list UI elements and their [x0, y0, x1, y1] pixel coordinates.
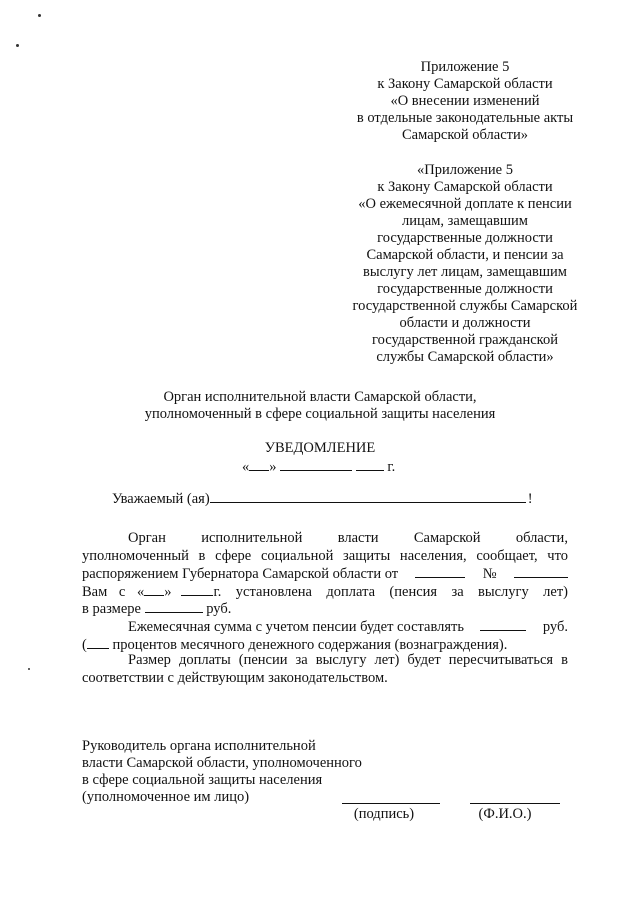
appendix-line: государственной гражданской: [372, 332, 558, 348]
appendix-line: «О внесении изменений: [390, 93, 540, 109]
start-month-blank: [181, 583, 213, 596]
scan-speck: [28, 668, 30, 670]
body-line: [82, 583, 568, 601]
body-line: [82, 530, 568, 548]
body-line: [82, 600, 568, 618]
greeting-label: Уважаемый (ая): [112, 491, 210, 507]
appendix-line: государственные должности: [377, 230, 553, 246]
name-label: (Ф.И.О.): [478, 806, 532, 822]
recipient-blank: [210, 490, 526, 503]
close-quote: »: [269, 459, 277, 475]
appendix-line: Самарской области, и пенсии за: [366, 247, 564, 263]
notice-title: УВЕДОМЛЕНИЕ: [264, 440, 376, 456]
signature-line: [342, 803, 440, 804]
total-amount-blank: [480, 618, 526, 631]
appendix-header-nested: [320, 162, 610, 366]
body-line: Размер доплаты (пенсии за выслугу лет) будет пересчитываться в: [128, 652, 568, 668]
body-word: Самарской: [413, 530, 481, 546]
authority-heading: [60, 389, 580, 423]
body-word: исполнительной: [201, 530, 303, 546]
appendix-line: к Закону Самарской области: [377, 76, 553, 92]
open-quote: «: [242, 459, 250, 475]
greeting-end: !: [527, 491, 533, 507]
appendix-line: Приложение 5: [420, 59, 510, 75]
body-word: власти: [337, 530, 379, 546]
signer-line: (уполномоченное им лицо): [82, 789, 250, 805]
scan-speck: [16, 44, 19, 47]
day-blank: [249, 458, 269, 471]
authority-line: Орган исполнительной власти Самарской области,: [163, 389, 477, 405]
signature-label: (подпись): [353, 806, 415, 822]
order-number-blank: [514, 565, 568, 578]
start-day-blank: [144, 583, 164, 596]
body-text: распоряжением Губернатора Самарской области от: [82, 566, 399, 582]
appendix-line: выслугу лет лицам, замещавшим: [363, 264, 567, 280]
appendix-line: Самарской области»: [402, 127, 528, 143]
body-text: Вам с «: [82, 583, 145, 600]
appendix-line: государственные должности: [377, 281, 553, 297]
appendix-line: государственной службы Самарской: [352, 298, 578, 314]
body-text: г. установлена доплата (пенсия за выслугу лет): [213, 583, 568, 600]
scan-speck: [38, 14, 41, 17]
body-paragraph-1: [82, 530, 568, 618]
year-suffix: г.: [387, 459, 396, 475]
body-text: процентов месячного денежного содержания (вознаграждения).: [112, 636, 508, 653]
appendix-line: в отдельные законодательные акты: [356, 110, 574, 126]
signer-line: в сфере социальной защиты населения: [82, 772, 323, 788]
authority-line: уполномоченный в сфере социальной защиты населения: [144, 406, 496, 422]
body-word: области,: [515, 530, 568, 546]
body-text: »: [164, 583, 172, 600]
body-text: руб.: [206, 601, 232, 617]
appendix-line: службы Самарской области»: [376, 349, 554, 365]
signature-block: [82, 738, 362, 806]
body-line: [82, 565, 568, 583]
name-line: [470, 803, 560, 804]
amount-blank: [145, 600, 203, 613]
number-sign: №: [482, 566, 497, 582]
order-date-blank: [415, 565, 465, 578]
greeting: [112, 490, 533, 508]
body-text: Ежемесячная сумма с учетом пенсии будет составлять: [128, 619, 464, 635]
body-text: руб.: [542, 619, 568, 635]
signer-line: Руководитель органа исполнительной: [82, 738, 316, 754]
appendix-line: лицам, замещавшим: [402, 213, 528, 229]
year-blank: [356, 458, 384, 471]
appendix-line: области и должности: [399, 315, 531, 331]
appendix-line: «О ежемесячной доплате к пенсии: [358, 196, 572, 212]
body-paragraph-3: [82, 652, 568, 687]
appendix-header: [320, 59, 610, 144]
body-line: [82, 618, 568, 636]
body-line: [82, 636, 568, 654]
month-blank: [280, 458, 352, 471]
body-text: в размере: [82, 601, 141, 617]
body-paragraph-2: [82, 618, 568, 653]
body-text: (: [82, 636, 87, 653]
appendix-line: «Приложение 5: [417, 162, 513, 178]
signer-line: власти Самарской области, уполномоченного: [82, 755, 362, 771]
body-word: Орган: [128, 530, 166, 546]
percent-blank: [87, 636, 109, 649]
date-line: [242, 458, 395, 476]
body-line: уполномоченный в сфере социальной защиты населения, сообщает, что: [82, 547, 568, 564]
body-line: соответствии с действующим законодательством.: [82, 669, 388, 686]
appendix-line: к Закону Самарской области: [377, 179, 553, 195]
